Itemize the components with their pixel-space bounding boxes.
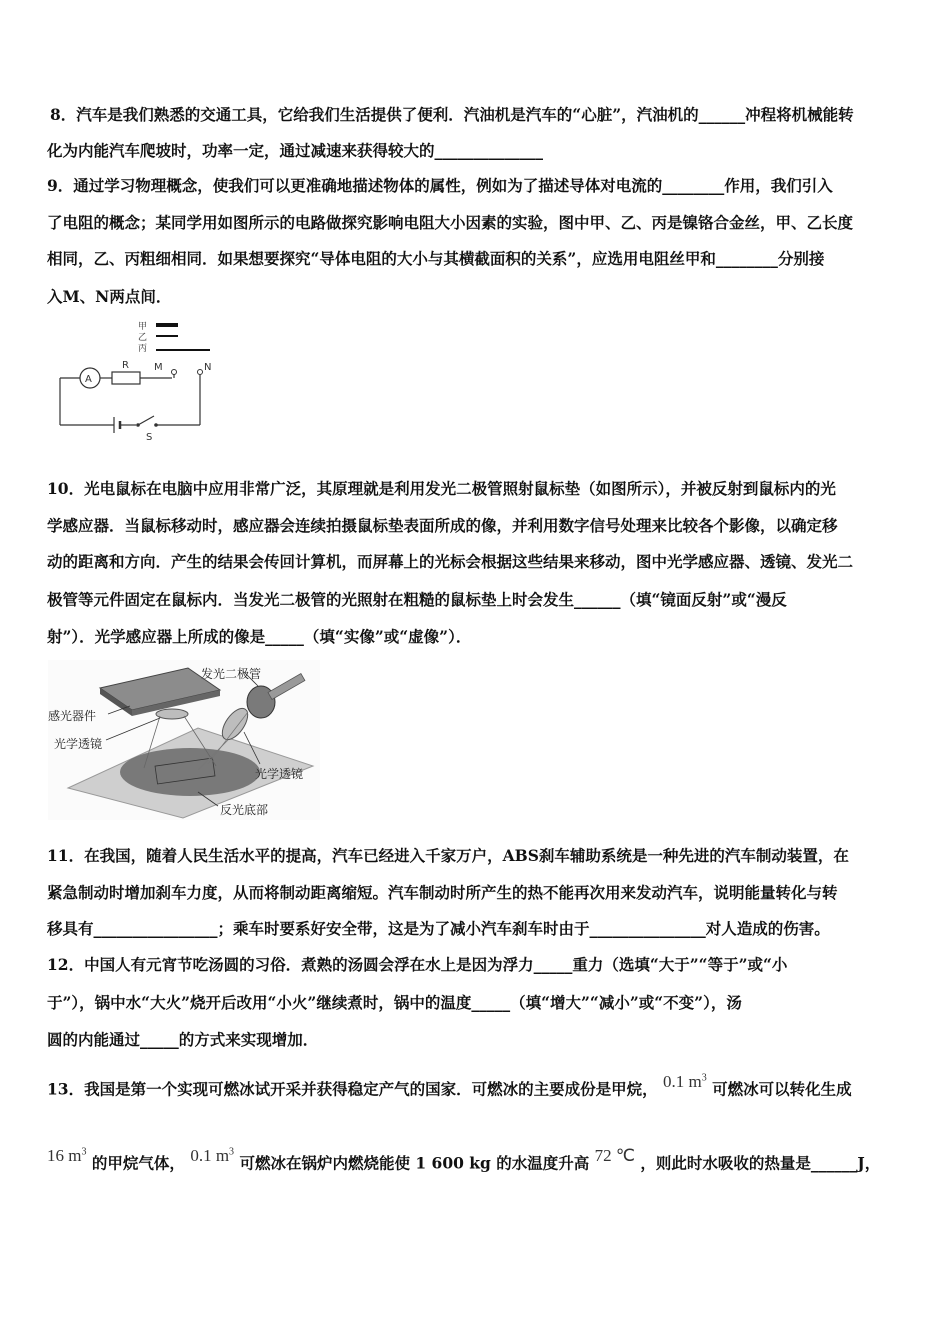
label-r: R	[122, 360, 129, 371]
label-base: 反光底部	[220, 803, 269, 817]
terminal-n	[198, 370, 203, 375]
label-a: A	[85, 374, 92, 385]
label-bing: 丙	[138, 344, 148, 354]
label-led: 发光二极管	[201, 667, 262, 681]
label-m: M	[154, 362, 163, 373]
label-sensor: 感光器件	[48, 709, 97, 723]
q10-line-5: 射”）．光学感应器上所成的像是_____（填“实像”或“虚像”）．	[47, 627, 472, 646]
q8-line-1: 8．汽车是我们熟悉的交通工具，它给我们生活提供了便利．汽油机是汽车的“心脏”，汽油机的______冲程将机械能转	[50, 105, 854, 124]
q8-line-2: 化为内能汽车爬坡时，功率一定，通过减速来获得较大的______________	[47, 141, 544, 160]
q13-l2-math-1: 16 $m^3$	[47, 1145, 87, 1165]
q13-l1-text-1: 13．我国是第一个实现可燃冰试开采并获得稳定产气的国家．可燃冰的主要成份是甲烷，	[47, 1079, 658, 1099]
q13-l2-math-3: 72 ℃	[594, 1145, 636, 1165]
q9-line-2: 了电阻的概念；某同学用如图所示的电路做探究影响电阻大小因素的实验，图中甲、乙、丙是镍铬合金丝，甲、乙长度	[47, 213, 854, 232]
q9-line-3: 相同，乙、丙粗细相同．如果想要探究“导体电阻的大小与其横截面积的关系”，应选用电阻丝甲和________分别接	[47, 249, 825, 268]
q10-line-4: 极管等元件固定在鼠标内．当发光二极管的光照射在粗糙的鼠标垫上时会发生______（填“镜面反射”或“漫反	[47, 590, 787, 609]
q12-line-3: 圆的内能通过_____的方式来实现增加．	[47, 1030, 319, 1049]
q13-l1-math: 0.1 $m^3$	[662, 1071, 707, 1091]
q13-line-1	[47, 1071, 852, 1100]
q13-l2-math-2: 0.1 $m^3$	[190, 1145, 235, 1165]
q13-l1-text-2: 可燃冰可以转化生成	[712, 1079, 852, 1099]
q13-l2-text-3: ，则此时水吸收的热量是______J，	[640, 1153, 881, 1173]
wire-bing	[156, 349, 210, 351]
q13-line-2	[47, 1145, 881, 1174]
label-yi: 乙	[138, 333, 148, 343]
q9-line-4: 入M、N两点间．	[47, 287, 172, 306]
q11-line-2: 紧急制动时增加刹车力度，从而将制动距离缩短。汽车制动时所产生的热不能再次用来发动汽车，说明能量转化与转	[47, 883, 838, 902]
q9-line-1: 9．通过学习物理概念，使我们可以更准确地描述物体的属性，例如为了描述导体对电流的________作用，我们引入	[47, 176, 833, 195]
q10-line-1: 10．光电鼠标在电脑中应用非常广泛，其原理就是利用发光二极管照射鼠标垫（如图所示），并被反射到鼠标内的光	[47, 479, 836, 498]
q13-l2-text-1: 的甲烷气体，	[91, 1153, 185, 1173]
q11-line-3: 移具有________________；乘车时要系好安全带，这是为了减小汽车刹车时由于_______________对人造成的伤害。	[47, 919, 830, 938]
q13-l2-text-2: 可燃冰在锅炉内燃烧能使 1 600 kg 的水温度升高	[239, 1153, 590, 1173]
wire-jia	[156, 323, 178, 327]
q12-line-1: 12．中国人有元宵节吃汤圆的习俗．煮熟的汤圆会浮在水上是因为浮力_____重力（选填“大于”“等于”或“小	[47, 955, 788, 974]
terminal-m	[172, 370, 177, 375]
optical-mouse-diagram	[48, 660, 320, 820]
switch-s	[138, 416, 154, 425]
wire-yi	[156, 335, 178, 337]
lens-1	[156, 709, 188, 719]
resistor-r	[112, 372, 140, 384]
circuit-diagram	[50, 316, 230, 446]
q12-line-2: 于”），锅中水“大火”烧开后改用“小火”继续煮时，锅中的温度_____（填“增大”“减小”或“不变”），汤	[47, 993, 742, 1012]
light-spot	[120, 748, 260, 796]
q10-line-2: 学感应器．当鼠标移动时，感应器会连续拍摄鼠标垫表面所成的像，并利用数字信号处理来比较各个影像，以确定移	[47, 516, 838, 535]
q10-line-3: 动的距离和方向．产生的结果会传回计算机，而屏幕上的光标会根据这些结果来移动，图中光学感应器、透镜、发光二	[47, 552, 854, 571]
label-lens-1: 光学透镜	[54, 737, 103, 751]
label-n: N	[204, 362, 212, 373]
label-lens-2: 光学透镜	[255, 767, 304, 781]
q11-line-1: 11．在我国，随着人民生活水平的提高，汽车已经进入千家万户，ABS刹车辅助系统是一种先进的汽车制动装置，在	[47, 846, 849, 865]
label-jia: 甲	[138, 322, 148, 332]
label-s: S	[146, 432, 153, 443]
